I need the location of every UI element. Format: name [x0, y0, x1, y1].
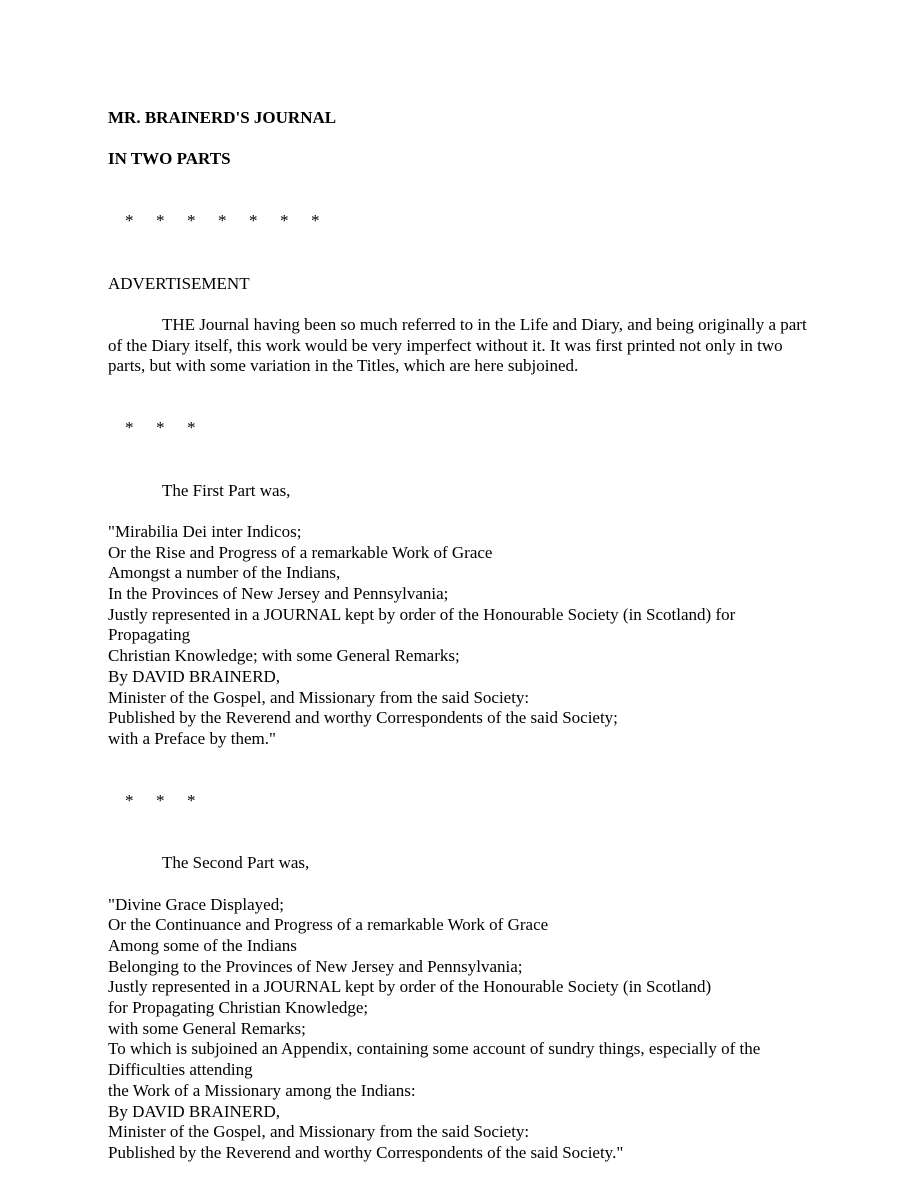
divider-star: * [156, 418, 165, 438]
first-part-title-line: Minister of the Gospel, and Missionary from the said Society: [108, 687, 530, 707]
divider-star: * [125, 791, 134, 811]
advertisement-heading: ADVERTISEMENT [108, 273, 250, 293]
divider-star: * [156, 211, 165, 231]
document-subtitle: IN TWO PARTS [108, 149, 231, 169]
spacer [108, 129, 808, 150]
first-part-title-line: Amongst a number of the Indians, [108, 563, 341, 583]
second-part-title-line: Justly represented in a JOURNAL kept by order of the Honourable Society (in Scotland) [108, 977, 712, 997]
document-title: MR. BRAINERD'S JOURNAL [108, 108, 337, 127]
first-part-title-line: Justly represented in a JOURNAL kept by order of the Honourable Society (in Scotland) for [108, 604, 736, 624]
divider-star: * [280, 211, 289, 231]
spacer [108, 750, 808, 771]
spacer [108, 460, 808, 481]
spacer [108, 377, 808, 398]
second-part-title-line: Belonging to the Provinces of New Jersey and Pennsylvania; [108, 956, 523, 976]
spacer [108, 294, 808, 315]
divider-star: * [249, 211, 258, 231]
divider-star: * [125, 418, 134, 438]
section-divider-2 [108, 770, 808, 832]
first-part-title-block [108, 522, 808, 750]
second-part-title-line: the Work of a Missionary among the Indians: [108, 1080, 416, 1100]
first-part-intro: The First Part was, [162, 480, 291, 500]
section-divider-1 [108, 398, 808, 460]
advertisement-paragraph: THE Journal having been so much referred to in the Life and Diary, and being originally a part of the Diary itself, this work would be very imperfect without it. It was first printed not only in two parts, but with some variation in the Titles, which are here subjoined. [108, 314, 807, 376]
second-part-title-line: To which is subjoined an Appendix, containing some account of sundry things, especially of the [108, 1039, 761, 1059]
second-part-title-block [108, 895, 808, 1164]
divider-star: * [125, 211, 134, 231]
document-page [108, 108, 808, 1164]
second-part-title-line: for Propagating Christian Knowledge; [108, 998, 369, 1018]
second-part-intro: The Second Part was, [162, 853, 310, 873]
divider-star: * [156, 791, 165, 811]
spacer [108, 874, 808, 895]
spacer [108, 832, 808, 853]
second-part-title-line: with some General Remarks; [108, 1018, 306, 1038]
spacer [108, 501, 808, 522]
divider-star: * [218, 211, 227, 231]
section-divider-main [108, 191, 808, 253]
first-part-title-line: "Mirabilia Dei inter Indicos; [108, 521, 302, 541]
spacer [108, 170, 808, 191]
first-part-title-line: In the Provinces of New Jersey and Pennsylvania; [108, 584, 449, 604]
second-part-title-line: Difficulties attending [108, 1060, 253, 1080]
divider-star: * [187, 791, 196, 811]
first-part-title-line: Published by the Reverend and worthy Correspondents of the said Society; [108, 708, 618, 728]
first-part-title-line: Or the Rise and Progress of a remarkable Work of Grace [108, 542, 493, 562]
divider-star: * [311, 211, 320, 231]
first-part-title-line: By DAVID BRAINERD, [108, 666, 281, 686]
second-part-title-line: By DAVID BRAINERD, [108, 1101, 281, 1121]
second-part-title-line: "Divine Grace Displayed; [108, 894, 284, 914]
second-part-title-line: Published by the Reverend and worthy Correspondents of the said Society." [108, 1143, 624, 1162]
first-part-title-line: Christian Knowledge; with some General Remarks; [108, 646, 460, 666]
first-part-title-line: Propagating [108, 625, 191, 645]
first-part-title-line: with a Preface by them." [108, 728, 276, 748]
spacer [108, 253, 808, 274]
divider-star: * [187, 418, 196, 438]
divider-star: * [187, 211, 196, 231]
second-part-title-line: Or the Continuance and Progress of a remarkable Work of Grace [108, 915, 549, 935]
second-part-title-line: Minister of the Gospel, and Missionary from the said Society: [108, 1122, 530, 1142]
second-part-title-line: Among some of the Indians [108, 935, 297, 955]
